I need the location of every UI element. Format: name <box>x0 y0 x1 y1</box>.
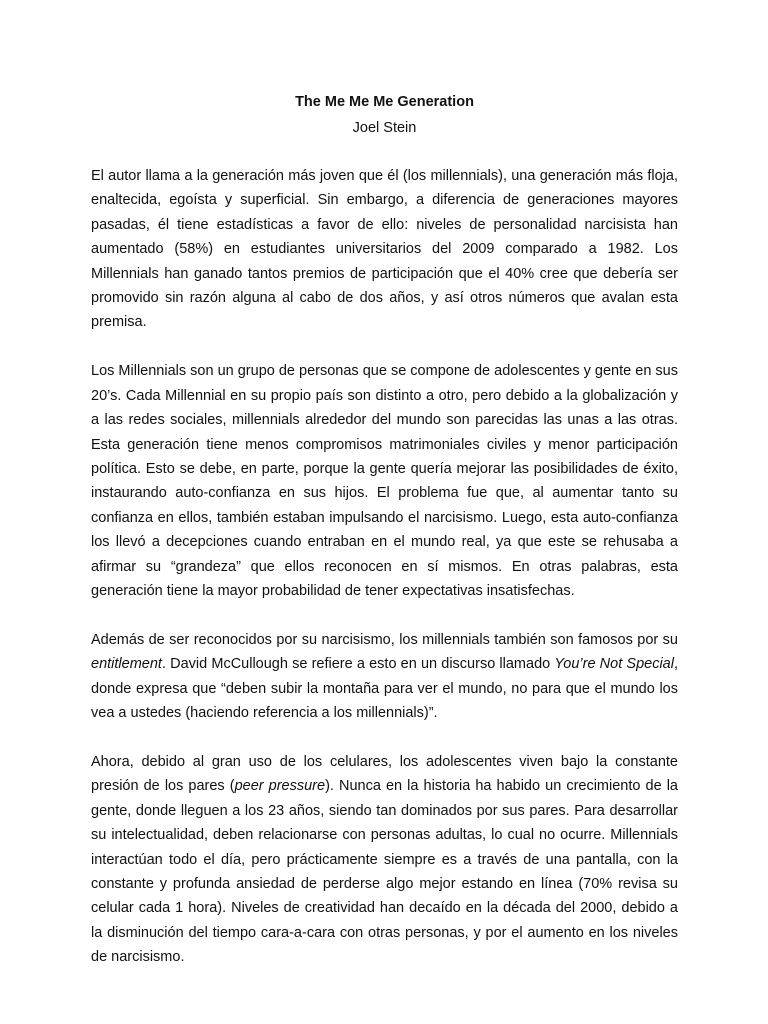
italic-term-peer-pressure: peer pressure <box>234 778 326 795</box>
paragraph-text: . David McCullough se refiere a esto en un discurso llamado <box>161 656 555 673</box>
paragraph-4 <box>91 750 678 970</box>
paragraph-text: El autor llama a la generación más joven que él (los millennials), una generación más floja, enaltecida, egoísta y superficial. Sin embargo, a diferencia de generaciones mayores pasadas, él tiene estadísticas a favor de ello: niveles de personalidad narcisista han aumentado (58%) en estudiantes universitarios del 2009 comparado a 1982. Los Millennials han ganado tantos premios de participación que el 40% cree que debería ser promovido sin razón alguna al cabo de dos años, y así otros números que avalan esta premisa. <box>91 168 678 331</box>
document-author: Joel Stein <box>352 120 417 136</box>
paragraph-1 <box>91 164 678 335</box>
italic-title-speech: You’re Not Special <box>554 656 674 673</box>
paragraph-text: Además de ser reconocidos por su narcisismo, los millennials también son famosos por su <box>91 631 678 648</box>
paragraph-text: Ahora, debido al gran uso de los celulares, los adolescentes viven bajo la constante presión de los pares ( <box>91 754 678 795</box>
paragraph-2 <box>91 359 678 603</box>
paragraph-3 <box>91 628 678 726</box>
document-page <box>91 92 678 970</box>
document-title: The Me Me Me Generation <box>295 94 474 110</box>
paragraph-text: , donde expresa que “deben subir la montaña para ver el mundo, no para que el mundo los vea a ustedes (haciendo referencia a los millennials)”. <box>91 656 678 722</box>
paragraph-text: ). Nunca en la historia ha habido un crecimiento de la gente, donde lleguen a los 23 años, siendo tan dominados por sus pares. Para desarrollar su intelectualidad, deben relacionarse con personas adultas, lo cual no ocurre. Millennials interactúan todo el día, pero prácticamente siempre es a través de una pantalla, con la constante y profunda ansiedad de perderse algo mejor estando en línea (70% revisa su celular cada 1 hora). Niveles de creatividad han decaído en la década del 2000, debido a la disminución del tiempo cara-a-cara con otras personas, y por el aumento en los niveles de narcisismo. <box>91 778 678 966</box>
paragraph-text: Los Millennials son un grupo de personas que se compone de adolescentes y gente en sus 20’s. Cada Millennial en su propio país son distinto a otro, pero debido a la globalización y a las redes sociales, millennials alrededor del mundo son parecidas las unas a las otras. Esta generación tiene menos compromisos matrimoniales civiles y menor participación política. Esto se debe, en parte, porque la gente quería mejorar las posibilidades de éxito, instaurando auto-confianza en sus hijos. El problema fue que, al aumentar tanto su confianza en ellos, también estaban impulsando el narcisismo. Luego, esta auto-confianza los llevó a decepciones cuando entraban en el mundo real, ya que este se rehusaba a afirmar su “grandeza” que ellos reconocen en sí mismos. En otras palabras, esta generación tiene la mayor probabilidad de tener expectativas insatisfechas. <box>91 363 678 599</box>
italic-term-entitlement: entitlement <box>91 656 162 673</box>
